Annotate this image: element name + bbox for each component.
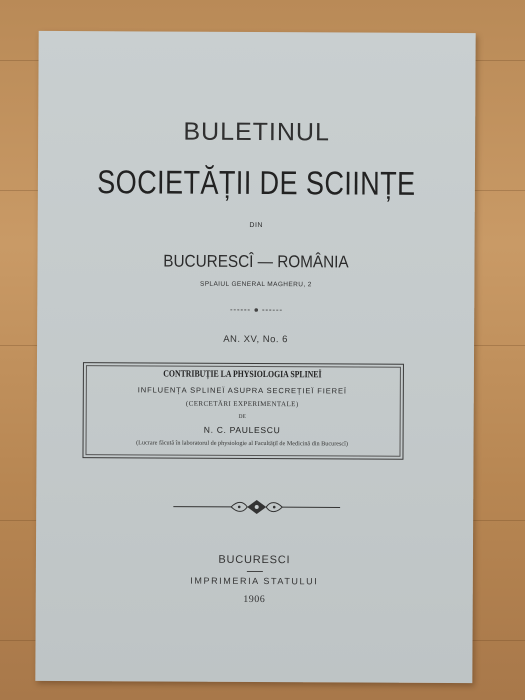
- article-frame: [82, 362, 403, 460]
- article-note: (CERCETĂRI EXPERIMENTALE): [185, 399, 299, 409]
- journal-city: BUCURESCÎ — ROMÂNIA: [163, 251, 349, 272]
- publication-year: 1906: [243, 593, 266, 606]
- small-ornament-icon: [230, 306, 282, 314]
- journal-din: DIN: [249, 221, 263, 230]
- decorative-ornament-icon: [173, 498, 340, 517]
- article-by: DE: [238, 413, 246, 420]
- article-subtitle: INFLUENȚA SPLINEÏ ASUPRA SECREȚIEÏ FIEREÏ: [137, 385, 347, 396]
- article-affiliation: (Lucrare făcută în laboratorul de physiologie al Facultăţiî de Medicină din Bucurescî): [136, 439, 348, 448]
- journal-title-line1: BULETINUL: [183, 117, 331, 147]
- issue-number: AN. XV, No. 6: [223, 333, 288, 346]
- publisher-divider: [247, 571, 263, 572]
- journal-title-line2: SOCIETĂȚII DE SCIINȚE: [97, 163, 416, 202]
- journal-address: SPLAIUL GENERAL MAGHERU, 2: [199, 280, 312, 289]
- publisher-printer: IMPRIMERIA STATULUI: [190, 575, 319, 587]
- article-author: N. C. PAULESCU: [203, 424, 281, 436]
- article-title: CONTRIBUȚIE LA PHYSIOLOGIA SPLINEÏ: [163, 369, 322, 381]
- document-page: [35, 31, 475, 683]
- publisher-city: BUCURESCI: [218, 553, 291, 567]
